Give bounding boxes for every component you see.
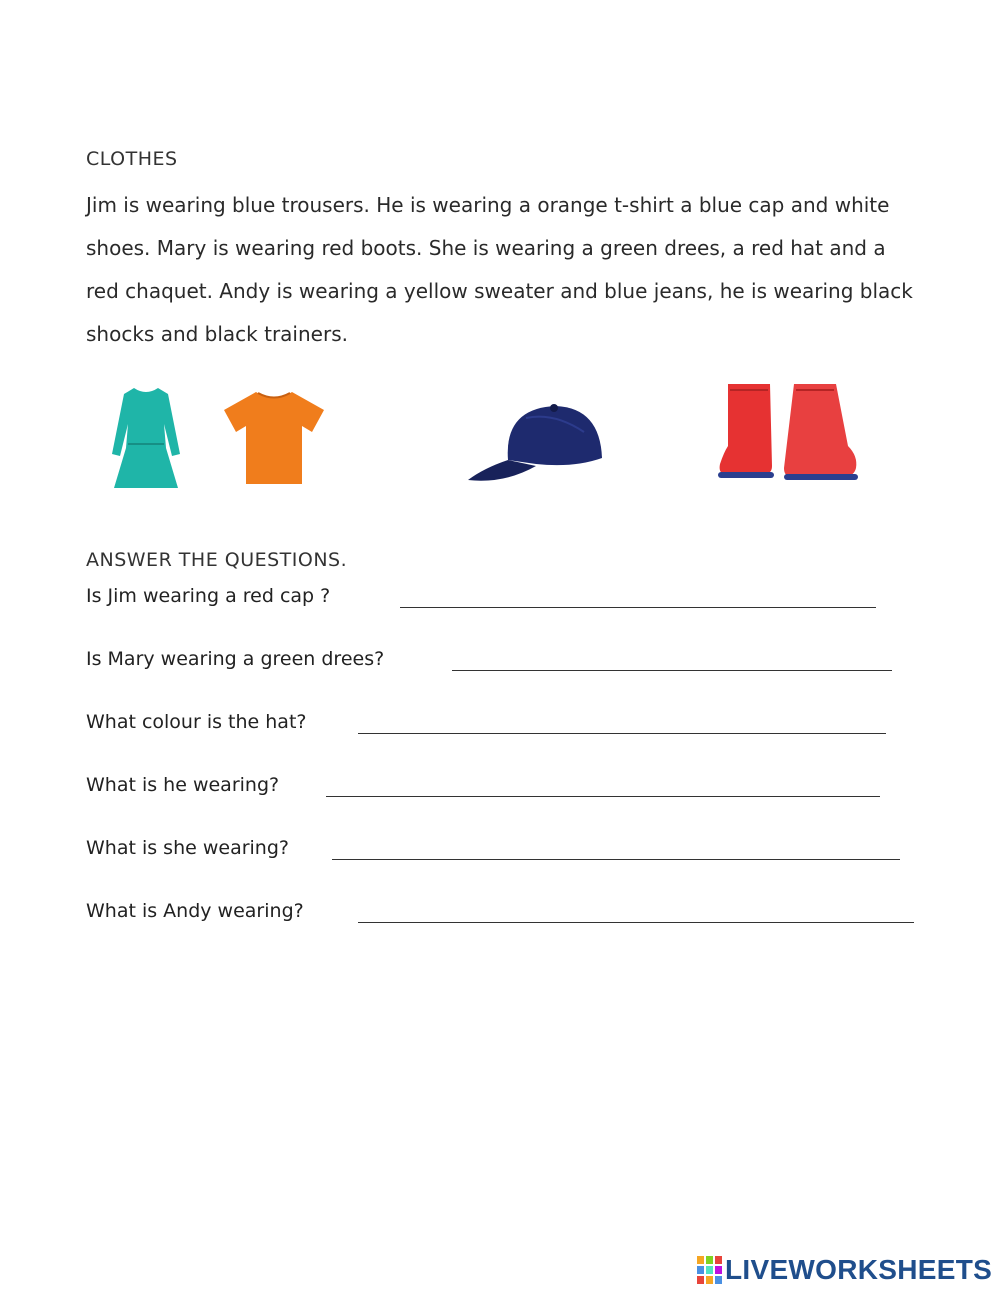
- question-item: [86, 577, 916, 640]
- question-item: [86, 640, 916, 703]
- questions-list: [82, 577, 916, 955]
- answer-input[interactable]: [332, 833, 900, 860]
- question-item: [86, 703, 916, 766]
- boots-icon: [714, 376, 862, 486]
- question-text: What is he wearing?: [86, 774, 280, 796]
- answer-input[interactable]: [326, 770, 880, 797]
- answer-input[interactable]: [358, 896, 914, 923]
- question-item: [86, 829, 916, 892]
- tshirt-icon: [218, 388, 330, 488]
- liveworksheets-brand: [697, 1254, 992, 1286]
- question-text: What colour is the hat?: [86, 711, 307, 733]
- question-text: What is she wearing?: [86, 837, 289, 859]
- answer-input[interactable]: [400, 581, 876, 608]
- question-text: Is Jim wearing a red cap ?: [86, 585, 331, 607]
- brand-name: LIVEWORKSHEETS: [725, 1254, 993, 1285]
- clothes-images: [82, 376, 916, 501]
- worksheet: [82, 148, 916, 955]
- cap-icon: [464, 398, 606, 486]
- reading-text: Jim is wearing blue trousers. He is wearing a orange t-shirt a blue cap and white shoes. Mary is wearing red boots. She is wearing a green drees, a red hat and a red chaquet. Andy is wearing a yellow sweater and blue jeans, he is wearing black shocks and black trainers.: [86, 193, 913, 346]
- liveworksheets-logo-icon: [697, 1256, 722, 1284]
- dress-icon: [106, 384, 186, 494]
- question-text: Is Mary wearing a green drees?: [86, 648, 385, 670]
- question-item: [86, 766, 916, 829]
- questions-title: ANSWER THE QUESTIONS.: [86, 549, 348, 571]
- answer-input[interactable]: [452, 644, 892, 671]
- question-text: What is Andy wearing?: [86, 900, 304, 922]
- answer-input[interactable]: [358, 707, 886, 734]
- question-item: [86, 892, 916, 955]
- worksheet-title: CLOTHES: [86, 148, 178, 170]
